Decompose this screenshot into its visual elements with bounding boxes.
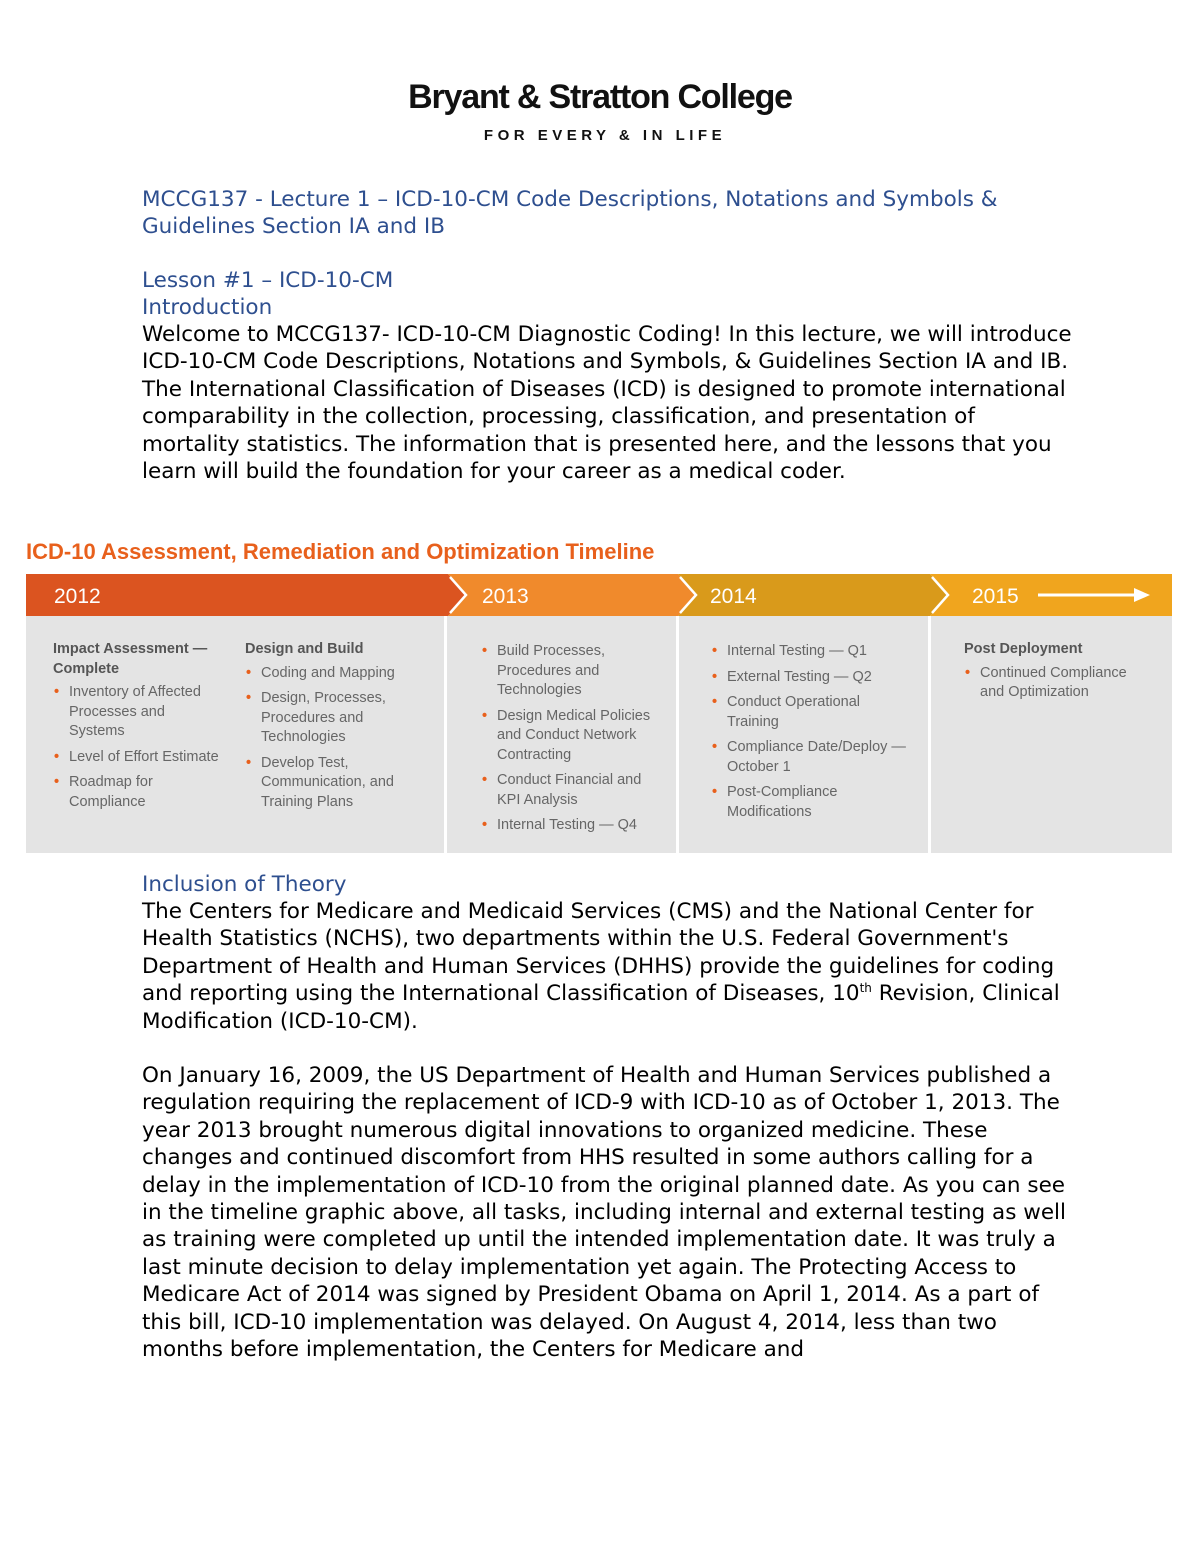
icd10-timeline-graphic — [26, 535, 1172, 853]
ordinal-suffix: th — [859, 981, 872, 996]
brand-tagline: FOR EVERY & IN LIFE — [483, 127, 727, 144]
brand-name: Bryant & Stratton College — [408, 78, 792, 116]
section-heading: Impact Assessment — Complete — [53, 641, 208, 677]
year-label-2012: 2012 — [54, 585, 101, 608]
timeline-column-2014 — [679, 616, 928, 853]
timeline-task: • Continued Compliance and Optimization — [964, 664, 1149, 703]
timeline-task: • Level of Effort Estimate — [53, 748, 223, 768]
timeline-2014-tasks — [711, 642, 911, 828]
year-label-2013: 2013 — [482, 585, 529, 608]
timeline-task: • External Testing — Q2 — [711, 668, 911, 688]
timeline-title: ICD-10 Assessment, Remediation and Optimization Timeline — [26, 539, 655, 564]
section-heading: Post Deployment — [964, 641, 1083, 657]
timeline-task: • Design, Processes, Procedures and Technologies — [245, 689, 415, 748]
year-label-2015: 2015 — [972, 585, 1019, 608]
theory-section — [142, 871, 1072, 1364]
timeline-task: • Build Processes, Procedures and Technologies — [481, 642, 661, 701]
timeline-task: • Internal Testing — Q1 — [711, 642, 911, 662]
theory-paragraph-1-text: The Centers for Medicare and Medicaid Services (CMS) and the National Center for Health Statistics (NCHS), two departments within the U.S. Federal Government's Department of Health and Human Services (DHHS) provide the guidelines for coding and reporting using the International Classification of Diseases, 10 — [142, 899, 1055, 1007]
year-label-2014: 2014 — [710, 585, 757, 608]
timeline-task: • Coding and Mapping — [245, 664, 415, 684]
timeline-task: • Roadmap for Compliance — [53, 773, 223, 812]
timeline-task: • Develop Test, Communication, and Training Plans — [245, 754, 415, 813]
introduction-paragraph: Welcome to MCCG137- ICD-10-CM Diagnostic Coding! In this lecture, we will introduce ICD-10-CM Code Descriptions, Notations and Symbols, & Guidelines Section IA and IB. The International Classification of Diseases (ICD) is designed to promote international comparability in the collection, processing, classification, and presentation of mortality statistics. The information that is presented here, and the lessons that you learn will build the foundation for your career as a medical coder. — [142, 322, 1072, 485]
timeline-columns — [26, 616, 1172, 853]
impact-assessment-section — [53, 640, 223, 818]
design-and-build-section — [245, 640, 415, 818]
timeline-task: • Design Medical Policies and Conduct Network Contracting — [481, 707, 661, 766]
timeline-column-2013 — [447, 616, 676, 853]
document-title: MCCG137 - Lecture 1 – ICD-10-CM Code Descriptions, Notations and Symbols & Guidelines Section IA and IB — [142, 187, 998, 239]
timeline-task: • Conduct Operational Training — [711, 693, 911, 732]
theory-paragraph-1 — [142, 898, 1072, 1035]
college-logo — [0, 78, 1200, 144]
introduction-heading: Introduction — [142, 295, 273, 320]
timeline-column-2012 — [26, 616, 444, 853]
lesson-heading: Lesson #1 – ICD-10-CM — [142, 268, 394, 293]
timeline-2013-tasks — [481, 642, 661, 842]
timeline-column-2015 — [931, 616, 1172, 853]
theory-paragraph-2: On January 16, 2009, the US Department of Health and Human Services published a regulation requiring the replacement of ICD-9 with ICD-10 as of October 1, 2013. The year 2013 brought numerous digital innovations to organized medicine. These changes and continued discomfort from HHS resulted in some authors calling for a delay in the implementation of ICD-10 from the original planned date. As you can see in the timeline graphic above, all tasks, including internal and external testing as well as training were completed up until the intended implementation date. It was truly a last minute decision to delay implementation yet again. The Protecting Access to Medicare Act of 2014 was signed by President Obama on April 1, 2014. As a part of this bill, ICD-10 implementation was delayed. On August 4, 2014, less than two months before implementation, the Centers for Medicare and — [142, 1063, 1067, 1363]
timeline-year-bar — [26, 574, 1172, 616]
timeline-task: • Post-Compliance Modifications — [711, 783, 911, 822]
timeline-task: • Conduct Financial and KPI Analysis — [481, 771, 661, 810]
intro-section — [142, 186, 1072, 485]
theory-heading: Inclusion of Theory — [142, 872, 347, 897]
timeline-task: • Internal Testing — Q4 — [481, 816, 661, 836]
timeline-task: • Inventory of Affected Processes and Systems — [53, 683, 223, 742]
theory-paragraph-1-end: Revision, Clinical Modification (ICD-10-CM). — [142, 981, 1060, 1034]
post-deployment-section — [964, 640, 1149, 709]
section-heading: Design and Build — [245, 641, 364, 657]
timeline-task: • Compliance Date/Deploy — October 1 — [711, 738, 911, 777]
